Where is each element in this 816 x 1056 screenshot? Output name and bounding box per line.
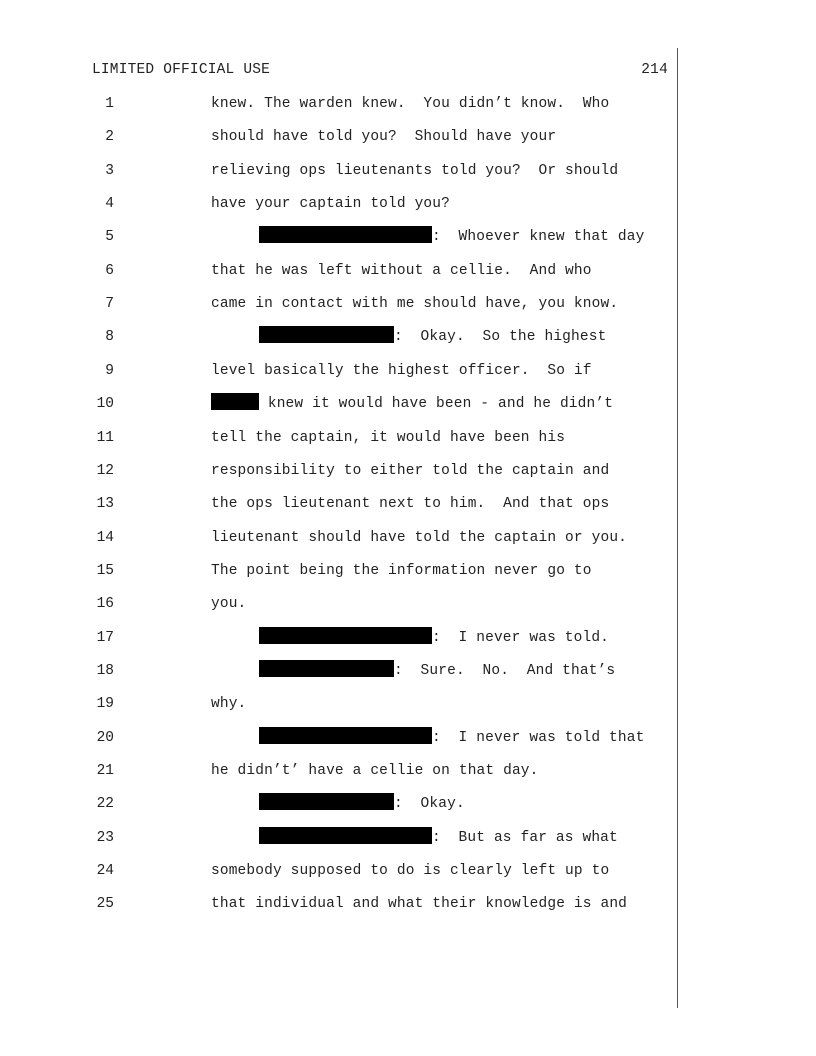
page-number: 214 <box>641 62 668 78</box>
line-text <box>259 826 618 850</box>
line-text <box>211 526 627 550</box>
transcript-line <box>0 426 680 450</box>
line-number: 23 <box>96 829 114 846</box>
line-text <box>259 225 644 249</box>
redaction-block <box>259 727 432 744</box>
line-content: responsibility to either told the captain and <box>211 462 610 479</box>
line-text <box>259 792 465 816</box>
line-content: he didn’t’ have a cellie on that day. <box>211 763 539 779</box>
line-content: knew it would have been - and he didn’t <box>259 396 614 413</box>
line-number: 9 <box>105 362 114 379</box>
line-text <box>211 492 609 516</box>
line-number: 16 <box>96 596 114 613</box>
line-number: 18 <box>96 662 114 679</box>
line-text <box>211 459 609 483</box>
line-text <box>211 259 592 283</box>
line-number: 5 <box>105 229 114 246</box>
transcript-line <box>0 559 680 583</box>
transcript-line <box>0 726 680 750</box>
redaction-block <box>259 627 432 644</box>
line-number: 21 <box>96 763 114 779</box>
line-content: : Okay. <box>394 796 465 813</box>
line-number: 20 <box>96 729 114 746</box>
transcript-line <box>0 259 680 283</box>
line-content: : But as far as what <box>432 829 618 846</box>
line-number: 2 <box>105 129 114 146</box>
transcript-line <box>0 826 680 850</box>
redaction-block <box>259 326 394 343</box>
redaction-block <box>259 226 432 243</box>
line-number: 22 <box>96 796 114 813</box>
line-content: : Okay. So the highest <box>394 329 607 346</box>
line-number: 19 <box>96 696 114 713</box>
line-number: 24 <box>96 863 114 880</box>
line-content: should have told you? Should have your <box>211 129 557 146</box>
transcript-line <box>0 626 680 650</box>
line-number: 15 <box>96 562 114 579</box>
line-text <box>259 726 644 750</box>
line-text <box>211 192 450 216</box>
transcript-line <box>0 125 680 149</box>
transcript-line <box>0 792 680 816</box>
line-text <box>211 759 539 783</box>
line-text <box>211 426 565 450</box>
redaction-block <box>259 660 394 677</box>
line-content: that individual and what their knowledge is and <box>211 896 628 913</box>
line-text <box>211 159 618 183</box>
line-text <box>211 392 613 416</box>
line-text <box>211 292 618 316</box>
transcript-line <box>0 192 680 216</box>
line-content: have your captain told you? <box>211 196 450 213</box>
transcript-line <box>0 526 680 550</box>
transcript-line <box>0 692 680 716</box>
line-number: 14 <box>96 529 114 546</box>
transcript-line <box>0 225 680 249</box>
line-content: the ops lieutenant next to him. And that ops <box>211 496 610 513</box>
line-text <box>211 125 556 149</box>
line-number: 7 <box>105 296 114 313</box>
line-number: 8 <box>105 329 114 346</box>
redaction-block <box>259 827 432 844</box>
line-text <box>259 325 606 349</box>
transcript-line <box>0 159 680 183</box>
line-text <box>259 659 615 683</box>
transcript-line <box>0 292 680 316</box>
line-content: that he was left without a cellie. And who <box>211 262 592 279</box>
line-content: : Sure. No. And that’s <box>394 662 616 679</box>
line-number: 11 <box>96 429 114 446</box>
line-content: level basically the highest officer. So if <box>211 362 592 379</box>
line-number: 12 <box>96 462 114 479</box>
line-text <box>259 626 609 650</box>
line-content: somebody supposed to do is clearly left up to <box>211 863 610 880</box>
line-number: 10 <box>96 396 114 413</box>
line-content: : I never was told. <box>432 629 610 646</box>
redaction-block <box>211 393 259 410</box>
line-content: came in contact with me should have, you know. <box>211 296 619 313</box>
transcript-line <box>0 392 680 416</box>
transcript-line <box>0 859 680 883</box>
line-text <box>211 592 246 616</box>
transcript-line <box>0 92 680 116</box>
transcript-line <box>0 592 680 616</box>
line-content: lieutenant should have told the captain or you. <box>211 529 628 546</box>
line-content: The point being the information never go to <box>211 562 592 579</box>
line-content: you. <box>211 596 247 613</box>
transcript-line <box>0 759 680 783</box>
line-content: relieving ops lieutenants told you? Or should <box>211 162 619 179</box>
line-text <box>211 859 609 883</box>
classification-header: LIMITED OFFICIAL USE <box>92 62 271 78</box>
transcript-line <box>0 459 680 483</box>
line-text <box>211 892 627 916</box>
line-text <box>211 692 246 716</box>
transcript-line <box>0 892 680 916</box>
transcript-line <box>0 325 680 349</box>
line-content: knew. The warden knew. You didn’t know. Who <box>211 96 610 112</box>
line-number: 6 <box>105 262 114 279</box>
line-number: 25 <box>96 896 114 913</box>
redaction-block <box>259 793 394 810</box>
line-number: 4 <box>105 196 114 213</box>
line-number: 1 <box>105 96 114 112</box>
line-number: 3 <box>105 162 114 179</box>
transcript-line <box>0 492 680 516</box>
transcript-line <box>0 659 680 683</box>
line-number: 17 <box>96 629 114 646</box>
line-content: tell the captain, it would have been his <box>211 429 566 446</box>
line-content: : Whoever knew that day <box>432 229 645 246</box>
transcript-line <box>0 359 680 383</box>
line-text <box>211 92 609 116</box>
line-text <box>211 559 592 583</box>
line-content: : I never was told that <box>432 729 645 746</box>
line-content: why. <box>211 696 247 713</box>
line-text <box>211 359 592 383</box>
line-number: 13 <box>96 496 114 513</box>
